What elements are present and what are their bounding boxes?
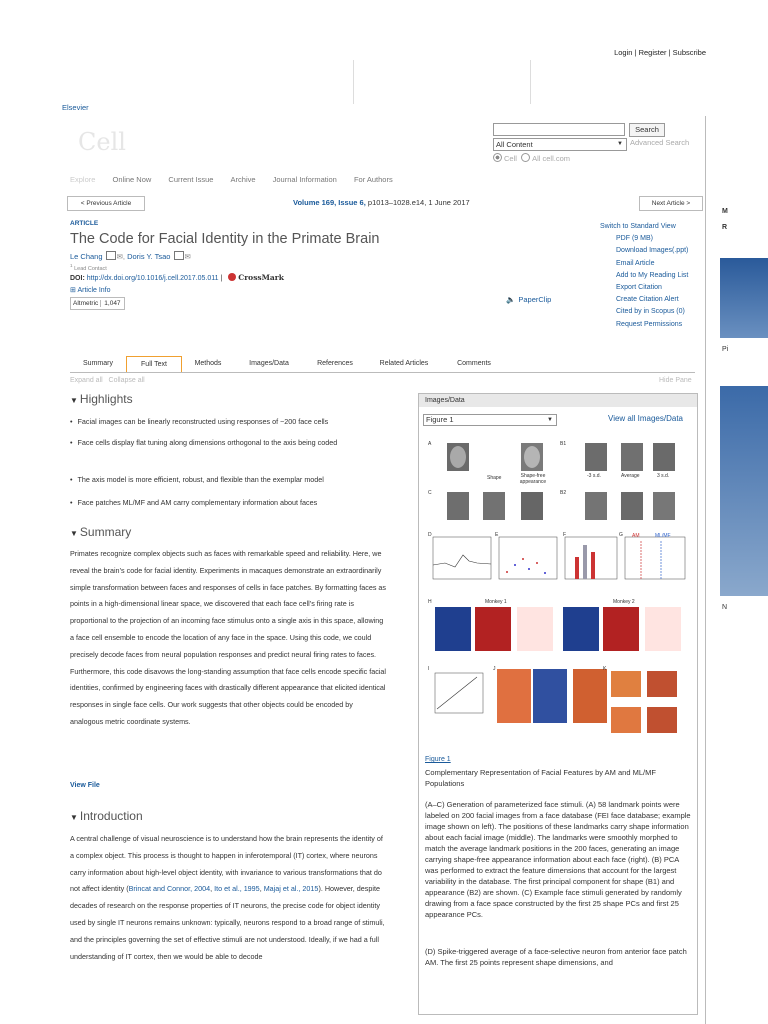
intro-text-b: ). However, despite decades of research on the response properties of IT neurons, the precise code for object identity used by single IT neurons remains unknown: typically, neurons respond to a broad range of stimuli, and the principles governing the set of effective stimuli are not understood. Ideally, if we had a full understanding of IT cortex, then we would be able to decode [70,884,385,961]
highlight-text: Facial images can be linearly reconstructed using responses of ~200 face cells [77,417,329,426]
export-citation-link[interactable]: Export Citation [616,284,662,292]
reading-list-link[interactable]: Add to My Reading List [616,271,689,279]
doi-label: DOI: [70,275,85,282]
publisher-link[interactable]: Elsevier [62,103,89,112]
crossmark-label[interactable]: CrossMark [238,273,284,282]
altmetric-badge[interactable] [70,297,125,310]
hide-pane-link[interactable]: Hide Pane [659,377,692,384]
doi-link[interactable]: http://dx.doi.org/10.1016/j.cell.2017.05.011 [86,275,219,282]
sidebar-letter: M [722,208,728,215]
previous-article-button[interactable]: < Previous Article [67,196,145,211]
summary-heading-label: Summary [79,525,132,539]
figure-panel-label: D [428,532,432,538]
figure-label: Shape-free appearance [519,473,547,485]
main-nav [70,175,408,184]
citation-line [293,198,470,207]
view-file-link[interactable]: View File [70,782,100,789]
figure-caption-title: Complementary Representation of Facial Features by AM and ML/MF Populations [425,768,656,788]
paperclip-label: PaperClip [518,295,552,304]
figure-panel-label: J [493,666,496,672]
collapse-all-link[interactable]: Collapse all [108,377,145,384]
tab-full-text[interactable]: Full Text [126,356,182,372]
lead-contact-label: Lead Contact [74,265,107,272]
figure-panel-label: C [428,490,432,496]
intro-text-a: A central challenge of visual neuroscience is to understand how the brain represents the identity of a complex object. This process is thought to happen in inferotemporal (IT) cortex, where neurons carry information about high-level object identity, with invariance to various transformations that do not affect identity ( [70,834,383,894]
author-info-icon[interactable] [106,251,116,260]
sidebar-letter: Pi [722,346,729,353]
highlight-item: • Face cells display flat tuning along dimensions orthogonal to the axis being coded [70,438,338,447]
figure-panel-label: G [619,532,623,538]
request-permissions-link[interactable]: Request Permissions [616,320,683,328]
email-icon[interactable]: ✉ [184,252,191,261]
ad-image[interactable] [720,258,768,338]
speaker-icon: 🔈 [506,295,516,304]
divider [530,60,531,104]
figure-caption-text: (D) Spike-triggered average of a face-selective neuron from anterior face patch AM. The first 25 points represent shape dimensions, and [425,947,687,967]
tab-related-articles[interactable]: Related Articles [379,360,429,367]
article-type: ARTICLE [70,220,99,227]
right-sidebar [708,116,768,1016]
sidebar-letter: R [722,224,728,231]
search-radio-group [493,153,570,163]
chevron-down-icon: ▼ [617,141,623,147]
figure-panel-label: B1 [560,441,567,447]
article-info-toggle[interactable] [70,286,111,294]
doi-line: DOI: http://dx.doi.org/10.1016/j.cell.2017.05.011 | CrossMark [70,273,284,282]
collapse-triangle-icon: ▼ [70,396,78,405]
figure-panel-label: H [428,599,432,605]
figure-panel-label: F [563,532,567,538]
radio-all-cell[interactable] [521,153,530,162]
sidebar-letter: N [722,604,728,611]
citation-link[interactable]: Majaj et al., 2015 [263,884,319,894]
search-scope-value: All Content [496,140,533,149]
tab-comments[interactable]: Comments [457,360,491,367]
figure-panel-label: E [495,532,499,538]
figure-label: Shape [487,475,502,481]
advanced-search-link[interactable]: Advanced Search [630,138,690,147]
article-tabs [70,356,695,373]
figure-panel-label: B2 [560,490,567,496]
section-toggles [70,377,145,384]
nav-for-authors[interactable]: For Authors [353,175,393,184]
highlight-item: • Face patches ML/MF and AM carry complementary information about faces [70,498,318,507]
plus-icon: ⊞ [70,287,76,294]
radio-cell[interactable] [493,153,502,162]
figure-select[interactable] [423,414,557,426]
journal-logo[interactable]: Cell [78,128,126,156]
citation-separator: , [210,884,215,894]
author-link[interactable]: Le Chang [70,252,103,261]
tab-references[interactable]: References [317,360,353,367]
separator: | [632,48,639,57]
figure-label: Monkey 2 [613,599,635,605]
highlight-item: • Facial images can be linearly reconstructed using responses of ~200 face cells [70,417,329,426]
chevron-down-icon: ▼ [547,417,553,423]
volume-issue-link[interactable]: Volume 169, Issue 6, [293,198,366,207]
figure-label: ML/MF [655,533,671,539]
figure-label: AM [632,533,640,539]
introduction-heading-label: Introduction [79,809,143,823]
separator: | [666,48,673,57]
ad-image[interactable] [720,386,768,596]
tab-images-data[interactable]: Images/Data [249,360,289,367]
citation-link[interactable]: Brincat and Connor, 2004 [128,884,211,894]
figure-caption-link[interactable]: Figure 1 [425,756,451,763]
figure-panel-label: I [428,666,430,672]
nav-archive[interactable]: Archive [230,175,256,184]
tab-summary[interactable]: Summary [83,360,113,367]
download-images-link[interactable]: Download Images(.ppt) [616,247,689,255]
summary-heading[interactable] [70,525,131,539]
login-link[interactable]: Login [614,48,633,57]
citation-separator: , [259,884,264,894]
highlight-text: The axis model is more efficient, robust, and flexible than the exemplar model [77,475,324,484]
figure-label: -3 s.d. [587,473,601,479]
article-info-label: Article Info [77,287,111,294]
figure-graphic [425,437,695,752]
altmetric-score: 1,047 [100,300,123,307]
figure-panel-label: A [428,441,432,447]
crossmark-icon[interactable] [228,273,236,281]
search-button[interactable]: Search [629,123,665,137]
figure-label: Average [621,473,640,479]
expand-all-link[interactable]: Expand all [70,377,103,384]
pdf-link[interactable]: PDF (9 MB) [616,235,653,243]
author-link[interactable]: Doris Y. Tsao [127,252,171,261]
article-title: The Code for Facial Identity in the Primate Brain [70,231,380,247]
pages-date: p1013–1028.e14, 1 June 2017 [365,198,470,207]
next-article-button[interactable]: Next Article > [639,196,703,211]
figure-caption-text: (A–C) Generation of parameterized face stimuli. (A) 58 landmark points were labeled on 200 facial images from a face database (FEI face database; example image shown on left). The positions of these landmarks carry shape information about each facial image (middle). The landmarks were smoothly morphed to match the average landmark positions in the 200 faces, generating an image carrying shape-free appearance information about each face (right). (B) PCA was performed to extract the feature dimensions that account for the largest variability in the database. The first principal component for shape (B1) and appearance (B2) are shown. (C) Example face stimuli generated by randomly drawing from a face space constructed by the first 25 shape PCs and first 25 appearance PCs. [425,800,691,919]
scopus-cited-link[interactable]: Cited by in Scopus (0) [616,308,685,316]
figure-1-image[interactable] [425,437,695,752]
email-article-link[interactable]: Email Article [616,259,655,267]
search-scope-select[interactable] [493,138,627,151]
divider [353,60,354,104]
highlights-heading-label: Highlights [79,392,133,406]
author-info-icon[interactable] [174,251,184,260]
article-tools [600,221,688,331]
citation-link[interactable]: Ito et al., 1995 [214,884,260,894]
figure-label: Monkey 1 [485,599,507,605]
highlight-text: Face cells display flat tuning along dimensions orthogonal to the axis being coded [77,438,338,447]
figure-panel-label: K [603,666,607,672]
highlight-item: • The axis model is more efficient, robust, and flexible than the exemplar model [70,475,324,484]
nav-explore[interactable]: Explore [70,175,96,184]
tab-methods[interactable]: Methods [194,360,222,367]
divider [705,116,706,1024]
email-icon[interactable]: ✉ [116,252,123,261]
summary-text: Primates recognize complex objects such as faces with remarkable speed and reliability. Here, we reveal the brain’s code for facial identity. Experiments in macaques demonstrate an extraordinarily simple transformation between faces and responses of cells in face patches. By formatting faces as points in a high-dimensional linear space, we discovered that each face cell’s firing rate is proportional to the projection of an incoming face stimulus onto a single axis in this space, allowing a face cell ensemble to encode the location of any face in the space. Using this code, we could precisely decode faces from neural population responses and predict neural firing rates to faces. Furthermore, this code disavows the long-standing assumption that face cells encode specific facial identities, confirmed by engineering faces with drastically different appearance that elicited identical responses in single face cells. Our work suggests that other objects could be encoded by analogous metric coordinate systems. [70,549,387,726]
radio-cell-label: Cell [504,154,517,163]
paperclip-link[interactable] [506,295,551,304]
figure-select-value: Figure 1 [426,415,454,424]
nav-journal-information[interactable]: Journal Information [272,175,337,184]
lead-contact-note: $^1$ Lead Contact [70,263,107,272]
highlight-text: Face patches ML/MF and AM carry complementary information about faces [77,498,318,507]
radio-all-cell-label: All cell.com [532,154,571,163]
collapse-triangle-icon: ▼ [70,529,78,538]
view-all-images-link[interactable]: View all Images/Data [608,414,683,423]
search-input[interactable] [493,123,625,136]
figure-label: 3 s.d. [657,473,670,479]
pane-header: Images/Data [419,394,697,407]
nav-online-now[interactable]: Online Now [112,175,152,184]
nav-current-issue[interactable]: Current Issue [168,175,214,184]
collapse-triangle-icon: ▼ [70,813,78,822]
altmetric-label: Altmetric [73,300,99,307]
subscribe-link[interactable]: Subscribe [672,48,706,57]
highlights-heading[interactable] [70,392,133,406]
author-list: Le Chang ✉, Doris Y. Tsao ✉ [70,252,191,261]
introduction-heading[interactable] [70,809,143,823]
account-links [614,48,706,57]
switch-view-link[interactable]: Switch to Standard View [600,223,676,230]
citation-alert-link[interactable]: Create Citation Alert [616,296,679,304]
introduction-text [70,831,388,1017]
register-link[interactable]: Register [638,48,667,57]
